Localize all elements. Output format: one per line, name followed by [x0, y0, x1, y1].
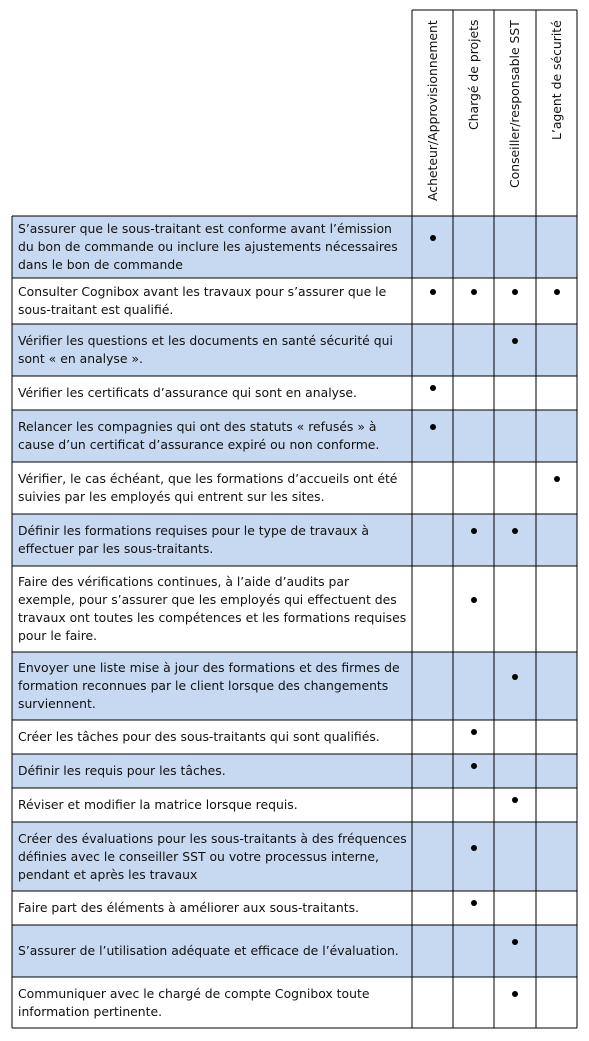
role-header: Acheteur/Approvisionnement	[424, 20, 440, 201]
responsibility-dot	[430, 385, 436, 391]
responsibility-dot	[512, 528, 518, 534]
task-cell: Définir les requis pour les tâches.	[18, 763, 226, 778]
task-cell: Consulter Cognibox avant les travaux pour s’assurer que le sous-traitant est qualifié.	[18, 284, 387, 317]
task-cell: Vérifier, le cas échéant, que les formations d’accueils ont été suivies par les employés qui entrent sur les sites.	[18, 471, 398, 504]
responsibility-dot	[471, 528, 477, 534]
responsibility-dot	[512, 939, 518, 945]
task-cell: Créer des évaluations pour les sous-traitants à des fréquences définies avec le conseiller SST ou votre processus interne, pendant et après les travaux	[18, 830, 407, 882]
responsibility-dot	[471, 900, 477, 906]
responsibility-dot	[512, 674, 518, 680]
responsibility-dot	[430, 424, 436, 430]
responsibility-dot	[471, 597, 477, 603]
task-cell: Définir les formations requises pour le type de travaux à effectuer par les sous-traitants.	[18, 523, 370, 556]
responsibility-dot	[471, 845, 477, 851]
responsibility-dot	[554, 476, 560, 482]
task-cell: S’assurer que le sous-traitant est conforme avant l’émission du bon de commande ou inclure les ajustements nécessaires dans le bon de commande	[18, 221, 398, 272]
responsibility-dot	[471, 289, 477, 295]
responsibility-dot	[554, 289, 560, 295]
task-cell: Vérifier les questions et les documents en santé sécurité qui sont « en analyse ».	[18, 333, 393, 366]
responsibility-dot	[512, 991, 518, 997]
task-cell: Réviser et modifier la matrice lorsque requis.	[18, 797, 298, 812]
responsibility-dot	[430, 289, 436, 295]
role-header: Conseiller/responsable SST	[507, 20, 522, 188]
role-header: L’agent de sécurité	[548, 20, 564, 140]
task-cell: Envoyer une liste mise à jour des formations et des firmes de formation reconnues par le client lorsque des changements surviennent.	[18, 660, 400, 711]
responsibility-dot	[512, 289, 518, 295]
role-header: Chargé de projets	[465, 20, 481, 131]
task-cell: Faire part des éléments à améliorer aux sous-traitants.	[18, 900, 359, 915]
task-cell: Créer les tâches pour des sous-traitants qui sont qualifiés.	[18, 729, 380, 744]
responsibility-dot	[512, 797, 518, 803]
task-cell: Communiquer avec le chargé de compte Cognibox toute information pertinente.	[18, 985, 370, 1019]
responsibility-dot	[471, 729, 477, 735]
responsibility-dot	[512, 338, 518, 344]
responsibility-dot	[471, 763, 477, 769]
task-cell: Relancer les compagnies qui ont des statuts « refusés » à cause d’un certificat d’assurance expiré ou non conforme.	[18, 419, 380, 452]
task-cell: Faire des vérifications continues, à l’aide d’audits par exemple, pour s’assurer que les employés qui effectuent des travaux ont toutes les compétences et les formations requises pour le faire.	[18, 574, 407, 643]
task-cell: Vérifier les certificats d’assurance qui sont en analyse.	[18, 385, 357, 400]
responsibility-dot	[430, 235, 436, 241]
task-cell: S’assurer de l’utilisation adéquate et efficace de l’évaluation.	[18, 943, 399, 958]
